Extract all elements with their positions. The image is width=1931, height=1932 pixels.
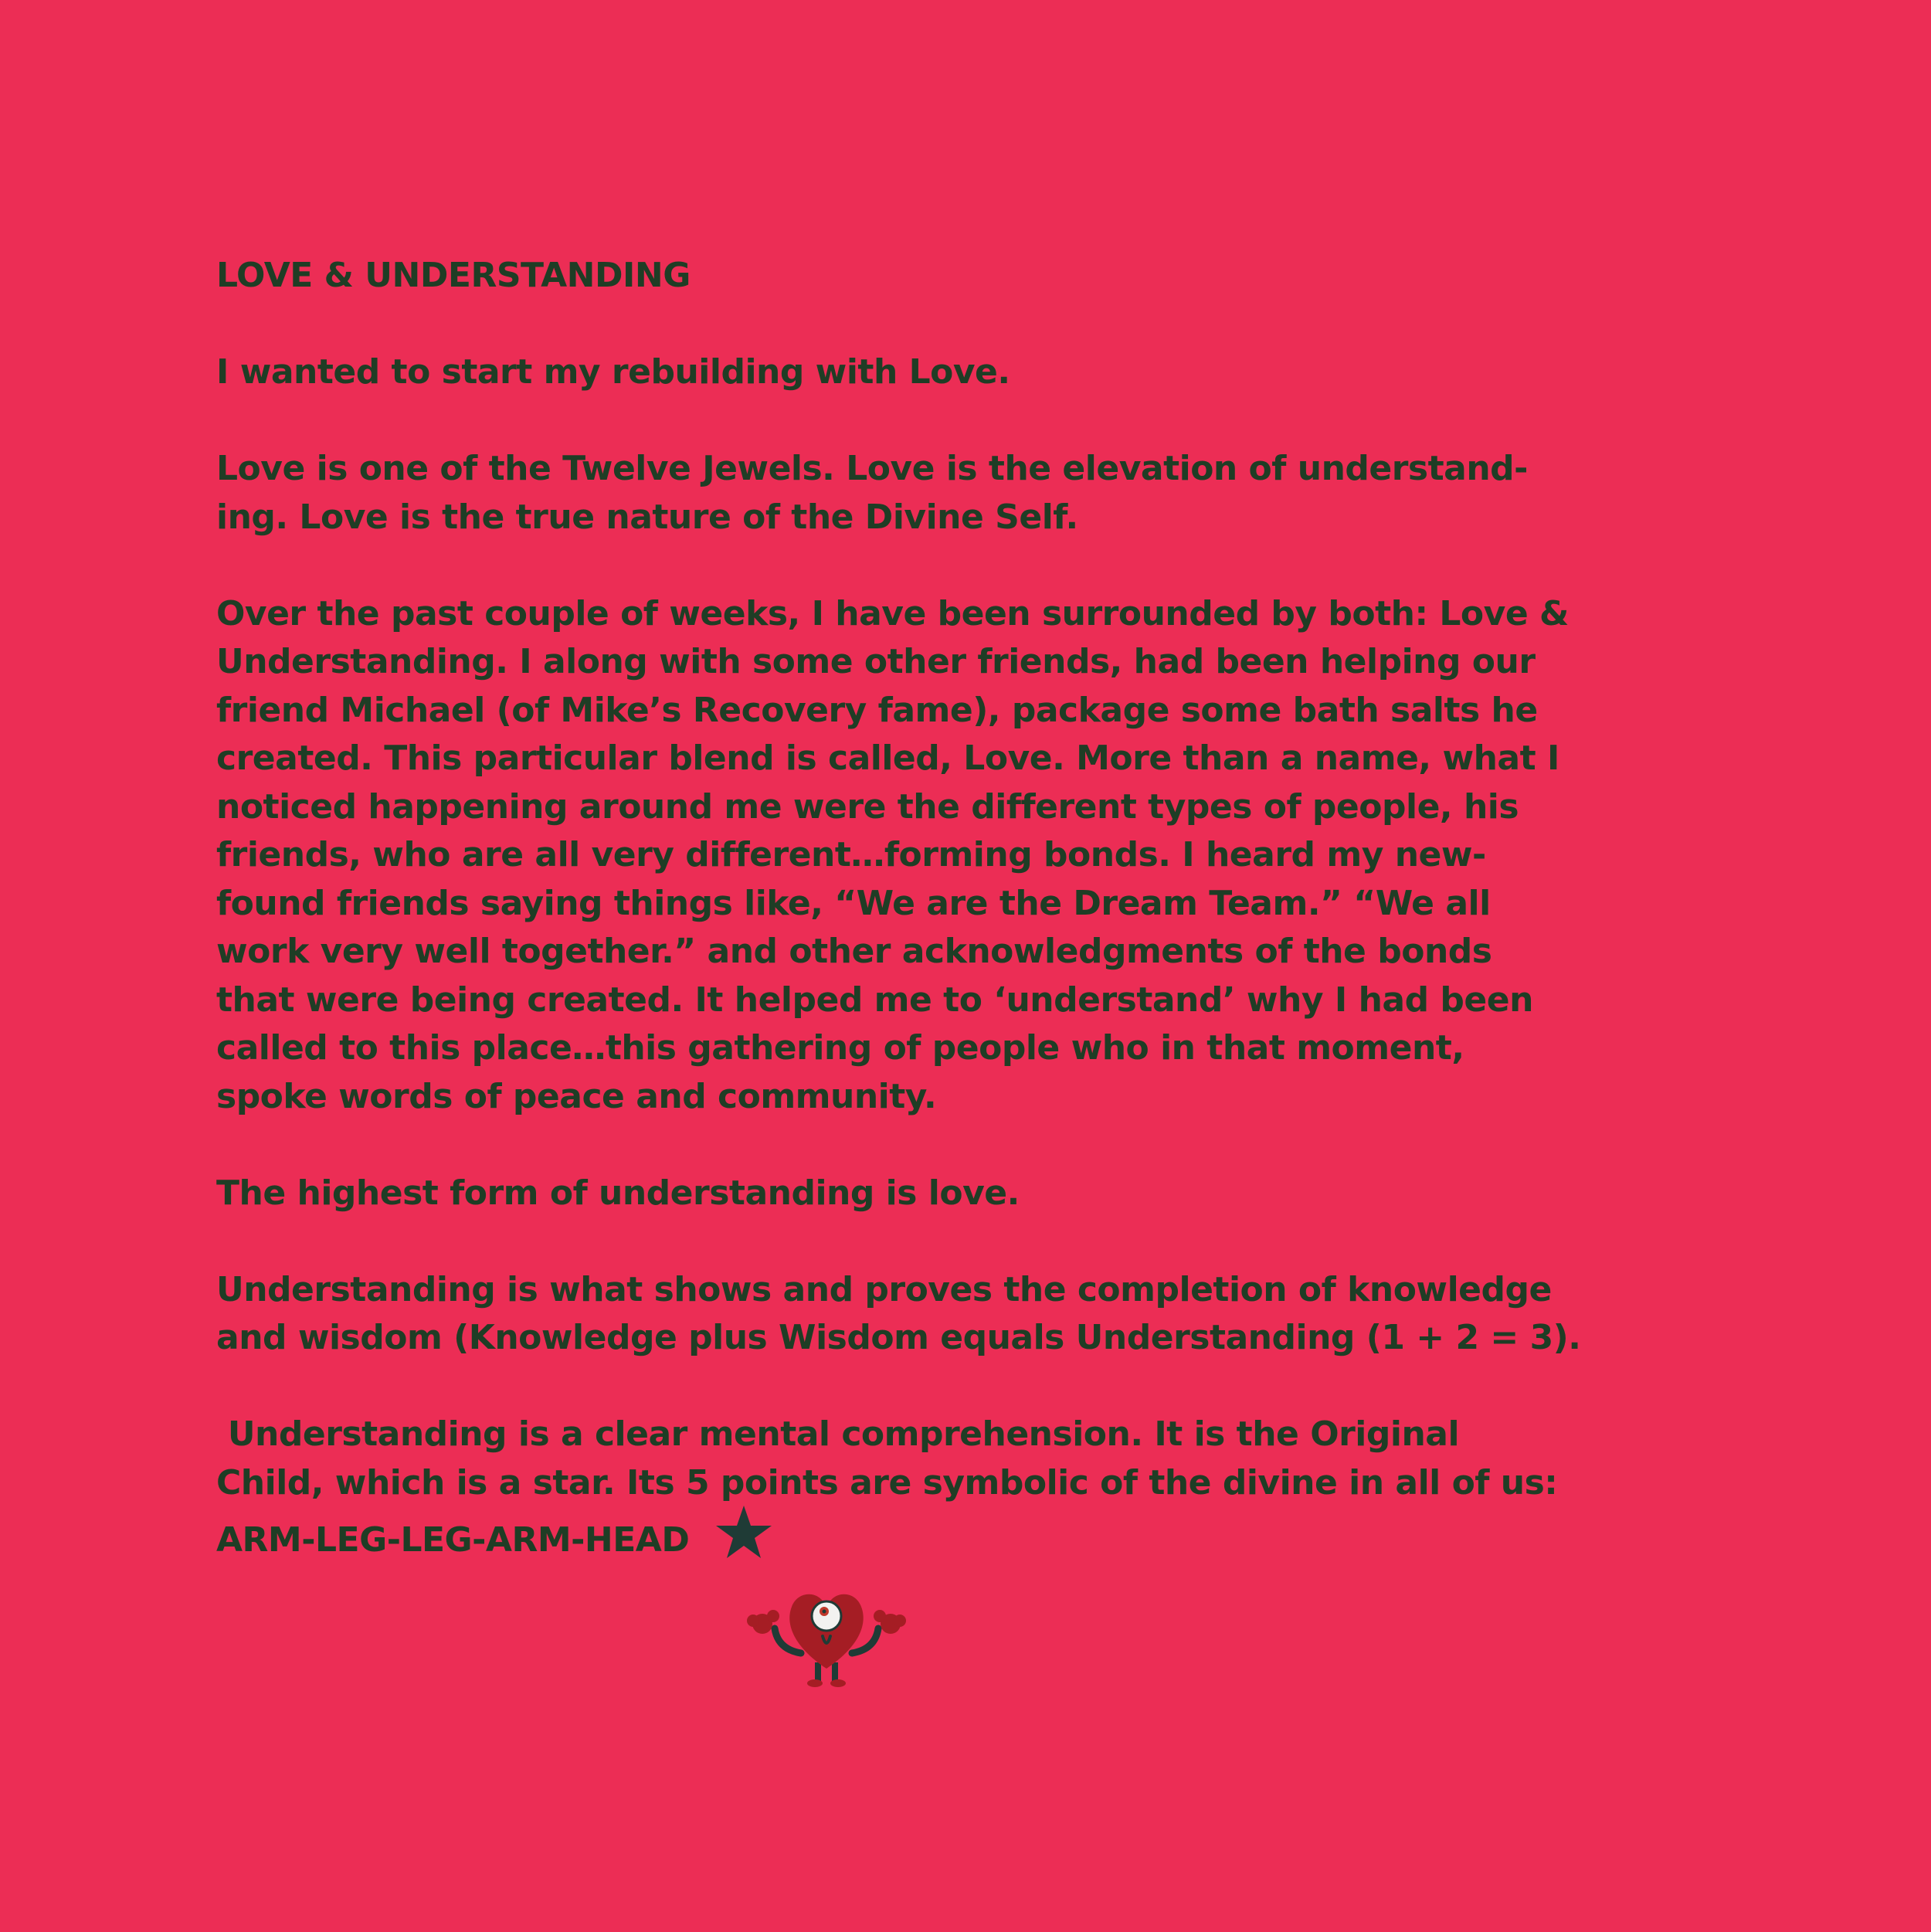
paragraph-gap <box>216 1217 1761 1266</box>
paragraph-3-line-11: spoke words of peace and community. <box>216 1076 937 1116</box>
heart-mascot-icon <box>730 1576 923 1692</box>
paragraph-gap <box>216 542 1761 590</box>
paragraph-3-line-3: friend Michael (of Mike’s Recovery fame), package some bath salts he <box>216 690 1538 730</box>
paragraph-4-line-1: The highest form of understanding is love. <box>216 1173 1020 1213</box>
paragraph-gap <box>216 300 1761 349</box>
paragraph-gap <box>216 397 1761 446</box>
paragraph-3-line-10: called to this place…this gathering of people who in that moment, <box>216 1028 1464 1068</box>
paragraph-1-line-1: I wanted to start my rebuilding with Love. <box>216 352 1010 392</box>
paragraph-6-line-1: Understanding is a clear mental comprehension. It is the Original <box>216 1414 1460 1454</box>
paragraph-gap <box>216 1121 1761 1170</box>
paragraph-3-line-1: Over the past couple of weeks, I have been surrounded by both: Love & <box>216 593 1569 633</box>
paragraph-2-line-2: ing. Love is the true nature of the Divine Self. <box>216 497 1078 537</box>
paragraph-5-line-1: Understanding is what shows and proves the completion of knowledge <box>216 1269 1552 1309</box>
body-parts-text: ARM-LEG-LEG-ARM-HEAD <box>216 1519 690 1560</box>
paragraph-6-line-2: Child, which is a star. Its 5 points are symbolic of the divine in all of us: <box>216 1462 1558 1502</box>
article-title: LOVE & UNDERSTANDING <box>216 256 691 295</box>
paragraph-gap <box>216 1363 1761 1411</box>
paragraph-3-line-6: friends, who are all very different…forming bonds. I heard my new- <box>216 835 1486 874</box>
paragraph-6-line-3 <box>216 1507 1761 1560</box>
paragraph-3-line-2: Understanding. I along with some other friends, had been helping our <box>216 642 1536 681</box>
paragraph-3-line-4: created. This particular blend is called, Love. More than a name, what I <box>216 739 1559 778</box>
paragraph-3-line-9: that were being created. It helped me to ‘understand’ why I had been <box>216 980 1533 1020</box>
paragraph-3-line-5: noticed happening around me were the different types of people, his <box>216 786 1519 827</box>
article-text <box>216 252 1761 1560</box>
paragraph-5-line-2: and wisdom (Knowledge plus Wisdom equals Understanding (1 + 2 = 3). <box>216 1318 1581 1357</box>
paragraph-3-line-7: found friends saying things like, “We are the Dream Team.” “We all <box>216 883 1491 923</box>
paragraph-2-line-1: Love is one of the Twelve Jewels. Love is the elevation of understand- <box>216 449 1528 488</box>
star-icon <box>714 1504 773 1574</box>
paragraph-3-line-8: work very well together.” and other acknowledgments of the bonds <box>216 932 1492 971</box>
